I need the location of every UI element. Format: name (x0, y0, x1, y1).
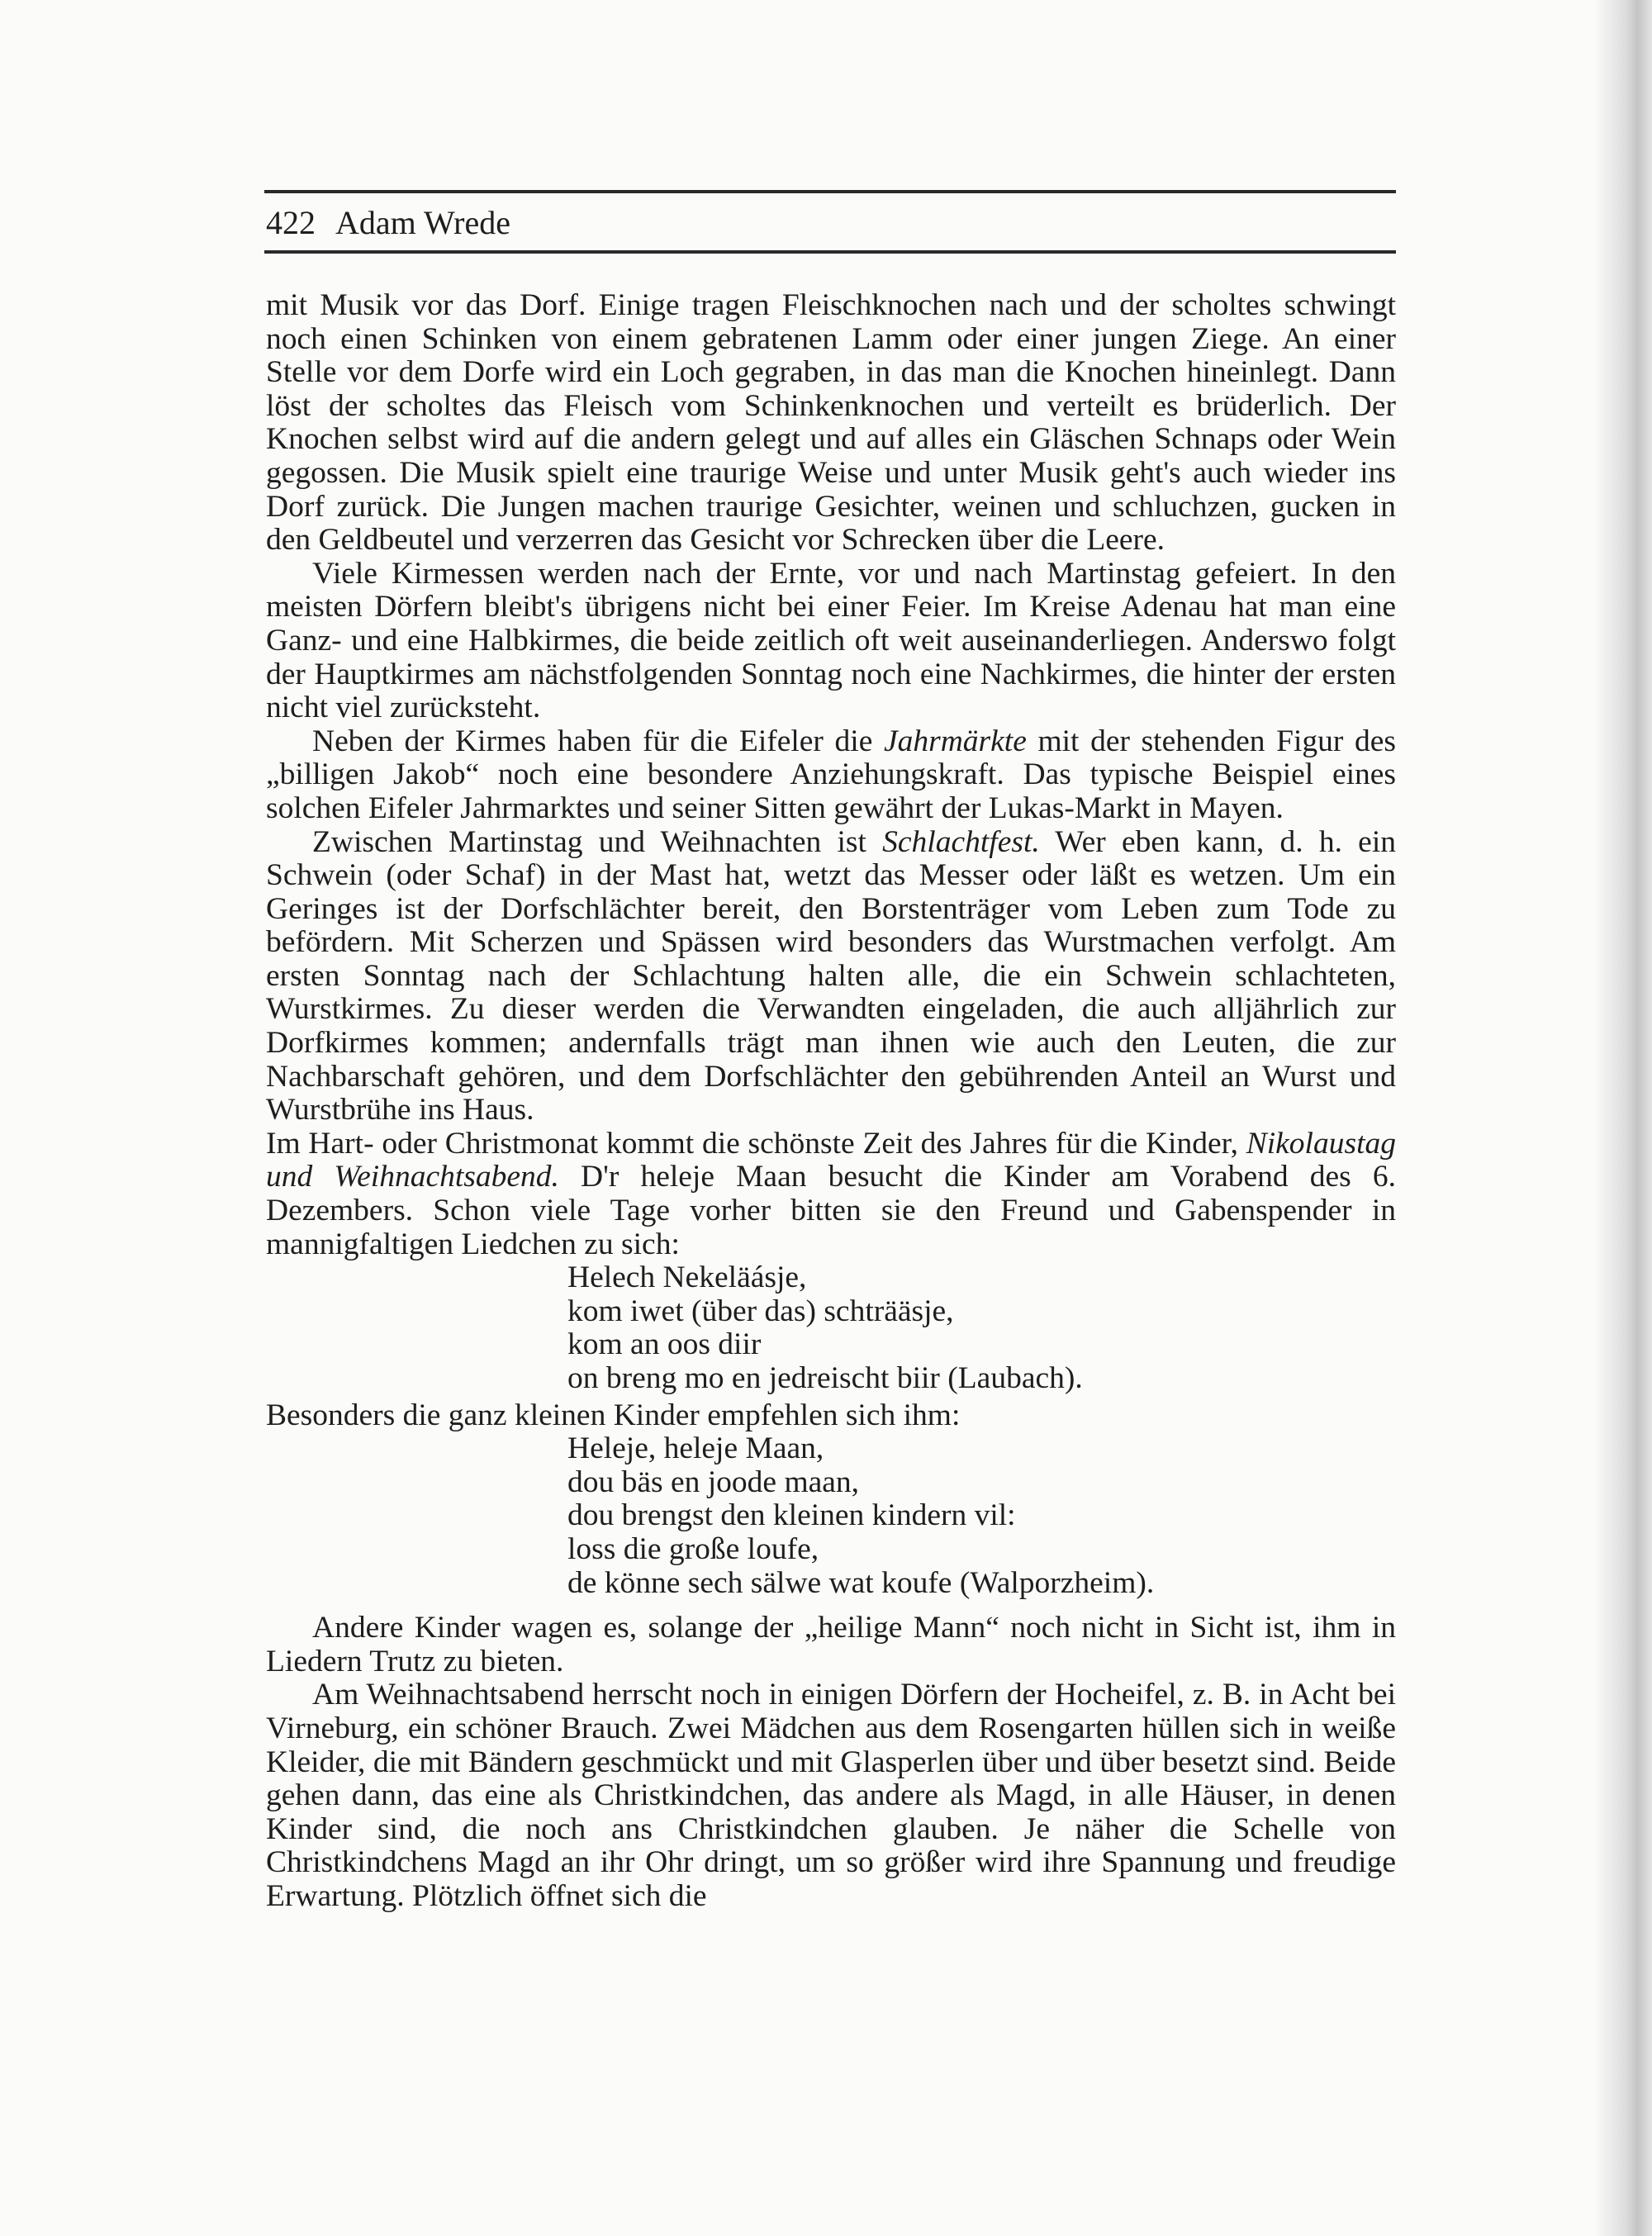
verse-line: dou bäs en joode maan, (567, 1465, 860, 1499)
verse-line: kom an oos diir (567, 1327, 762, 1362)
header-top-rule (264, 190, 1396, 193)
running-head (266, 202, 510, 244)
emphasis-nikolaustag: Nikolaustag und Weihnachtsabend. (266, 1126, 1396, 1194)
verse-line: kom iwet (über das) schträäsje, (567, 1294, 954, 1328)
verse-line: de könne sech sälwe wat koufe (Walporzheim). (567, 1565, 1155, 1600)
verse-line: loss die große loufe, (567, 1531, 819, 1566)
paragraph-4: Zwischen Martinstag und Weihnachten ist Schlachtfest. Wer eben kann, d. h. ein Schwein (oder Schaf) in der Mast hat, wetzt das Messer oder läßt es wetzen. Um ein Geringes ist der Dorfschlächter bereit, den Borstenträger vom Leben zum Tode zu befördern. Mit Scherzen und Spässen wird besonders das Wurstmachen verfolgt. Am ersten Sonntag nach der Schlachtung halten alle, die ein Schwein schlachteten, Wurstkirmes. Zu dieser werden die Verwandten eingeladen, die auch alljährlich zur Dorfkirmes kommen; andernfalls trägt man ihnen wie auch den Leuten, die zur Nachbarschaft gehören, und dem Dorfschlächter den gebührenden Anteil an Wurst und Wurstbrühe ins Haus. (266, 824, 1396, 1127)
verse-line: on breng mo en jedreischt biir (Laubach). (567, 1361, 1083, 1395)
emphasis-schlachtfest: Schlachtfest. (882, 824, 1040, 859)
page-edge-shadow (1594, 0, 1652, 2236)
paragraph-6: Besonders die ganz kleinen Kinder empfehlen sich ihm: (266, 1398, 961, 1432)
paragraph-8: Am Weihnachtsabend herrscht noch in einigen Dörfern der Hocheifel, z. B. in Acht bei Virneburg, ein schöner Brauch. Zwei Mädchen aus dem Rosengarten hüllen sich in weiße Kleider, die mit Bändern geschmückt und mit Glasperlen über und über besetzt sind. Beide gehen dann, das eine als Christkindchen, das andere als Magd, in alle Häuser, in denen Kinder sind, die noch ans Christkindchen glauben. Je näher die Schelle von Christkindchens Magd an ihr Ohr dringt, um so größer wird ihre Spannung und freudige Erwartung. Plötzlich öffnet sich die (266, 1678, 1396, 1913)
running-head-author: Adam Wrede (335, 204, 511, 241)
paragraph-5: Im Hart- oder Christmonat kommt die schönste Zeit des Jahres für die Kinder, Nikolaustag und Weihnachtsabend. D'r heleje Maan besucht die Kinder am Vorabend des 6. Dezembers. Schon viele Tage vorher bitten sie den Freund und Gabenspender in mannigfaltigen Liedchen zu sich: (266, 1126, 1396, 1261)
verse-line: Heleje, heleje Maan, (567, 1431, 824, 1466)
verse-line: dou brengst den kleinen kindern vil: (567, 1498, 1016, 1533)
verse-line: Helech Nekeläásje, (567, 1260, 807, 1295)
paragraph-2: Viele Kirmessen werden nach der Ernte, vor und nach Martinstag gefeiert. In den meisten Dörfern bleibt's übrigens nicht bei einer Feier. Im Kreise Adenau hat man eine Ganz- und eine Halbkirmes, die beide zeitlich oft weit auseinanderliegen. Anderswo folgt der Hauptkirmes am nächstfolgenden Sonntag noch eine Nachkirmes, die hinter der ersten nicht viel zurücksteht. (266, 556, 1396, 725)
emphasis-jahrmaerkte: Jahrmärkte (883, 724, 1027, 758)
verse-laubach (266, 1261, 1396, 1395)
header-bottom-rule (264, 250, 1396, 254)
paragraph-3: Neben der Kirmes haben für die Eifeler die Jahrmärkte mit der stehenden Figur des „billigen Jakob“ noch eine besondere Anziehungskraft. Das typische Beispiel eines solchen Eifeler Jahrmarktes und seiner Sitten gewährt der Lukas-Markt in Mayen. (266, 724, 1396, 825)
verse-walporzheim (266, 1432, 1396, 1600)
paragraph-1: mit Musik vor das Dorf. Einige tragen Fleischknochen nach und der scholtes schwingt noch einen Schinken von einem gebratenen Lamm oder einer jungen Ziege. An einer Stelle vor dem Dorfe wird ein Loch gegraben, in das man die Knochen hineinlegt. Dann löst der scholtes das Fleisch vom Schinkenknochen und verteilt es brüderlich. Der Knochen selbst wird auf die andern gelegt und auf alles ein Gläschen Schnaps oder Wein gegossen. Die Musik spielt eine traurige Weise und unter Musik geht's auch wieder ins Dorf zurück. Die Jungen machen traurige Gesichter, weinen und schluchzen, gucken in den Geldbeutel und verzerren das Gesicht vor Schrecken über die Leere. (266, 288, 1396, 558)
body-text (266, 289, 1396, 1914)
paragraph-7: Andere Kinder wagen es, solange der „heilige Mann“ noch nicht in Sicht ist, ihm in Liedern Trutz zu bieten. (266, 1611, 1396, 1678)
page-number: 422 (266, 204, 316, 241)
